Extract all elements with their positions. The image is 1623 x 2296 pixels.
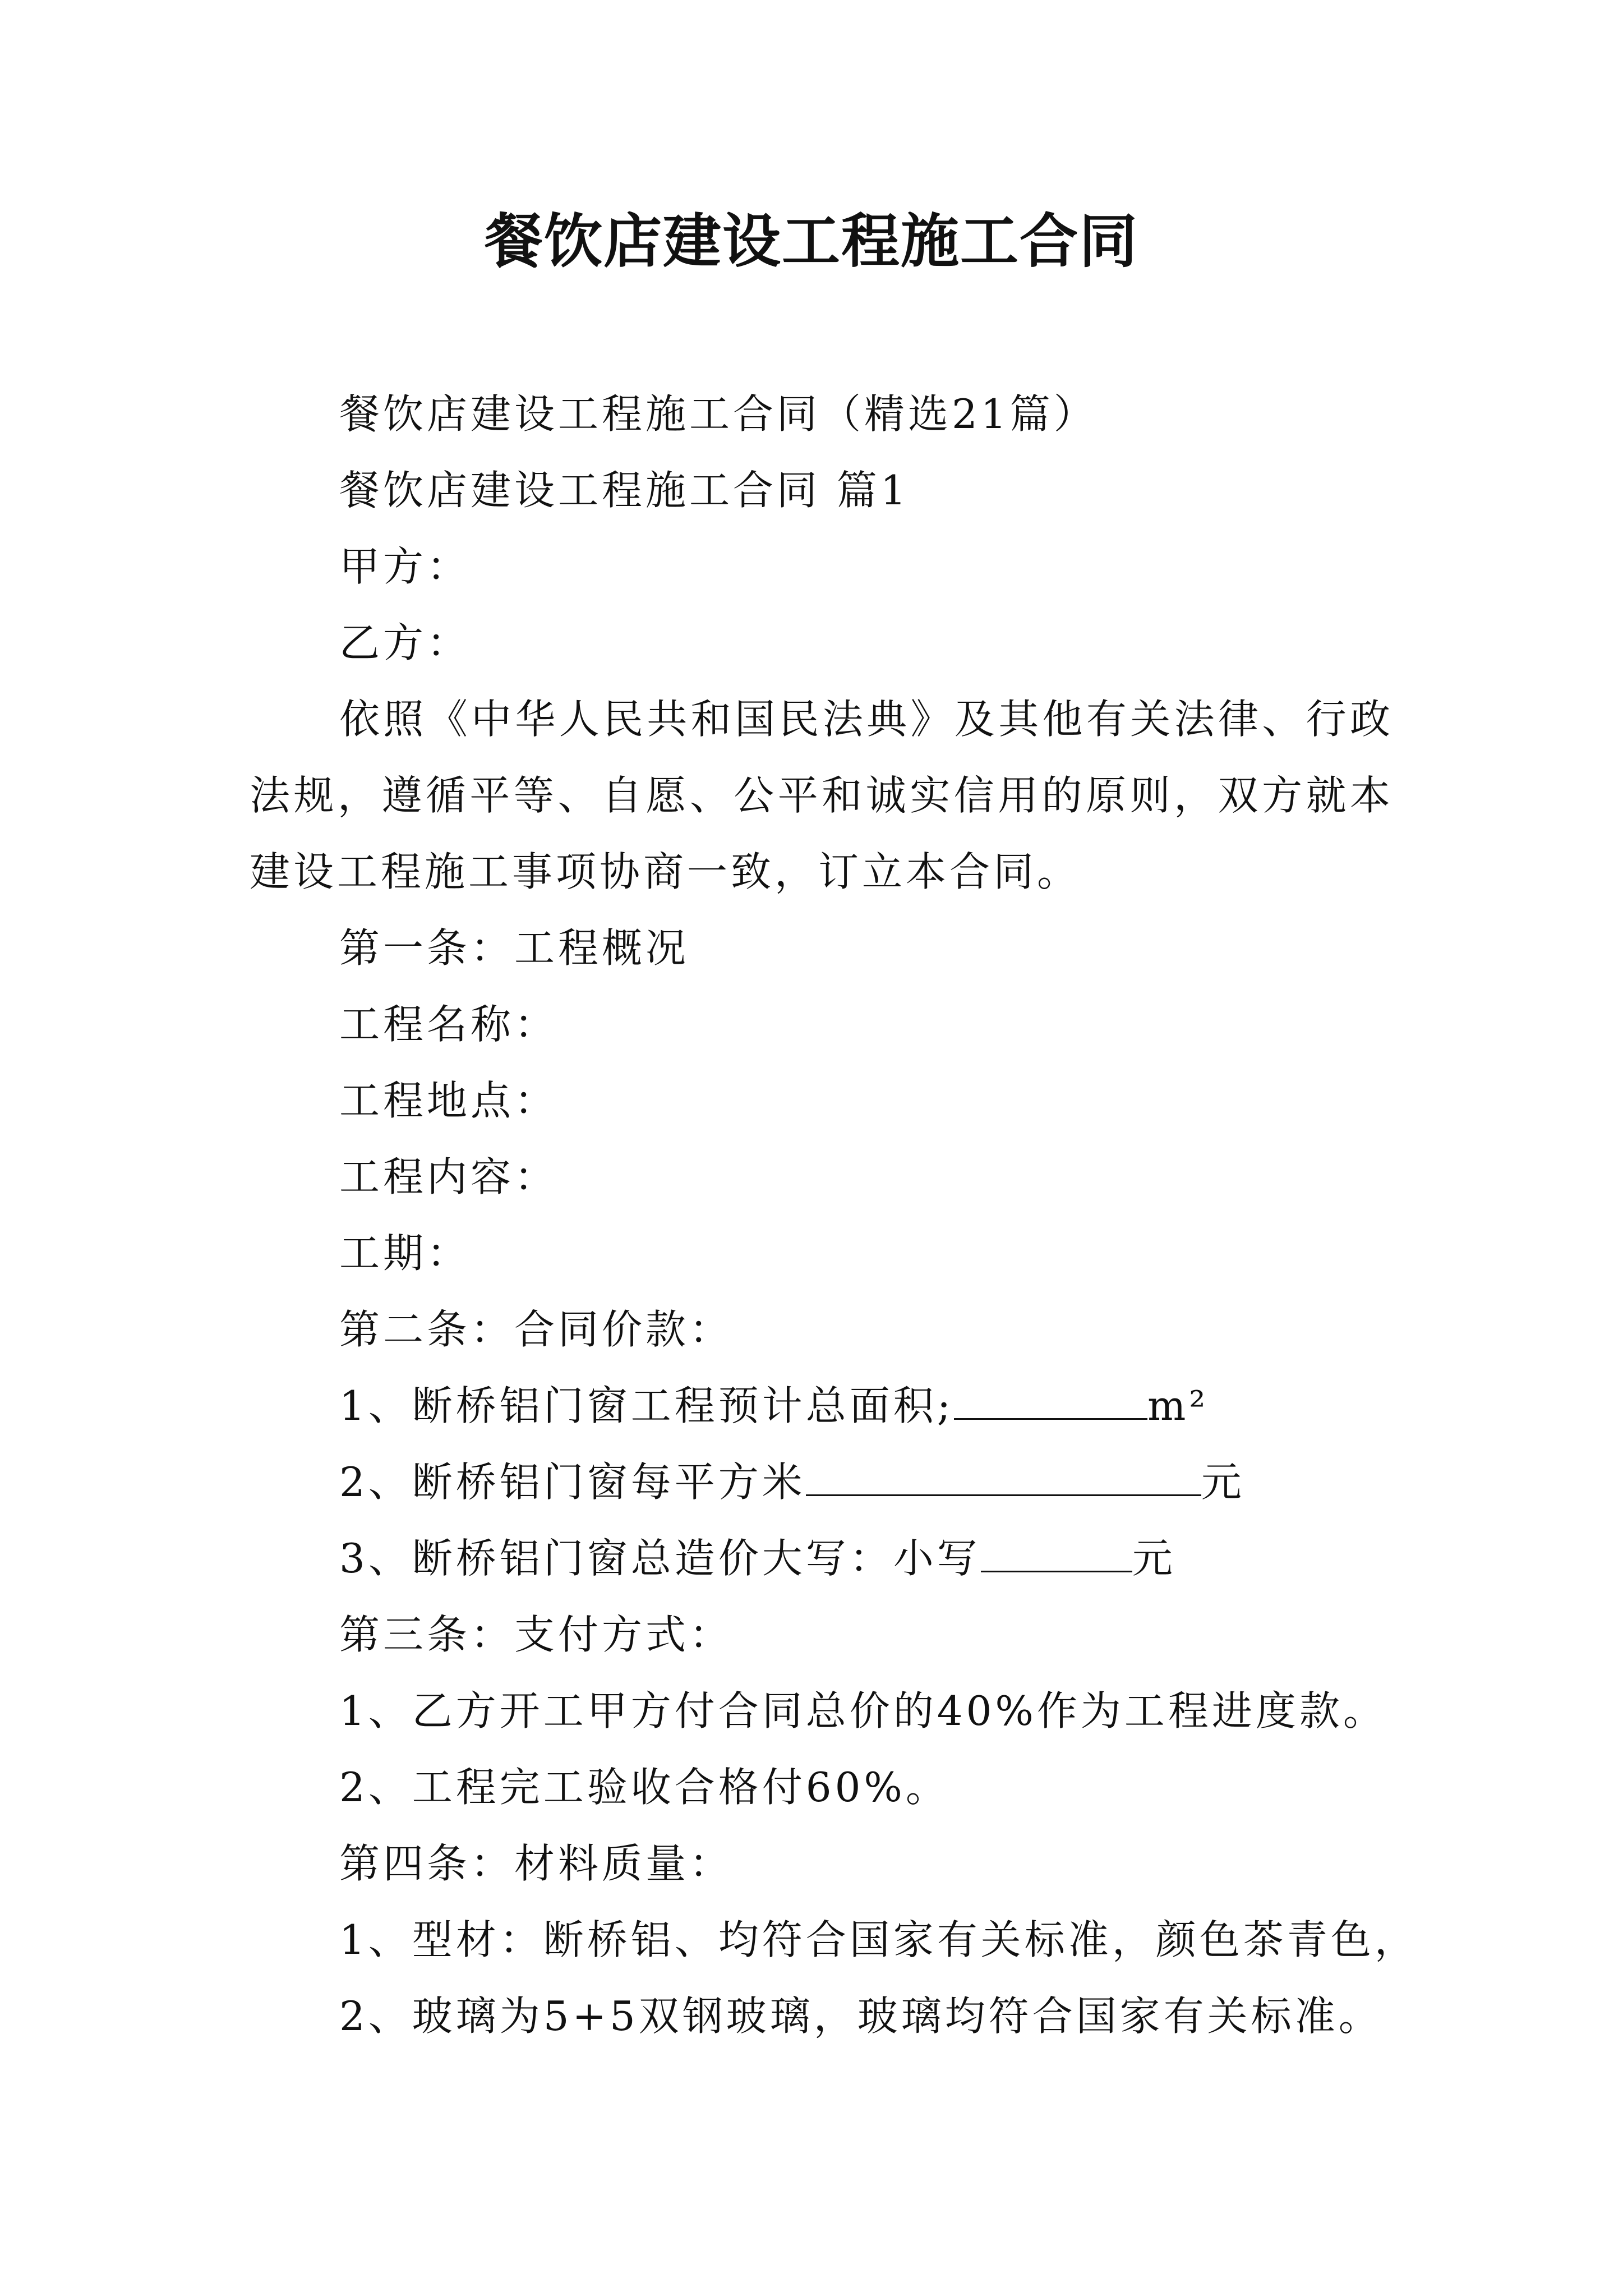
document-body xyxy=(250,376,1418,2054)
section-heading: 餐饮店建设工程施工合同 篇1 xyxy=(339,467,910,514)
document-title: 餐饮店建设工程施工合同 xyxy=(484,206,1138,275)
price-item-1-text: 1、断桥铝门窗工程预计总面积; xyxy=(339,1382,955,1429)
project-period-line: 工期： xyxy=(339,1230,471,1277)
price-item-3-unit: 元 xyxy=(1132,1535,1176,1582)
total-price-blank xyxy=(981,1537,1132,1572)
project-location-line: 工程地点： xyxy=(339,1077,559,1124)
article4-heading: 第四条：材料质量： xyxy=(339,1840,734,1887)
party-a-line: 甲方： xyxy=(339,543,471,590)
material-item-2: 2、玻璃为5+5双钢玻璃，玻璃均符合国家有关标准。 xyxy=(339,1993,1382,2040)
article3-heading: 第三条：支付方式： xyxy=(339,1611,734,1658)
material-item-1: 1、型材：断桥铝、均符合国家有关标准，颜色茶青色， xyxy=(339,1916,1418,1963)
price-item-1-unit: m² xyxy=(1147,1382,1209,1429)
project-name-line: 工程名称： xyxy=(339,1001,559,1048)
price-item-3-text: 3、断桥铝门窗总造价大写：小写 xyxy=(339,1535,981,1582)
preamble-paragraph: 依照《中华人民共和国民法典》及其他有关法律、行政法规，遵循平等、自愿、公平和诚实信用的原则，双方就本建设工程施工事项协商一致，订立本合同。 xyxy=(250,696,1394,895)
party-b-line: 乙方： xyxy=(339,619,471,666)
article2-heading: 第二条：合同价款： xyxy=(339,1306,734,1353)
price-item-1 xyxy=(250,1368,1394,1444)
price-item-3 xyxy=(250,1520,1394,1596)
area-blank xyxy=(954,1384,1147,1420)
payment-item-1: 1、乙方开工甲方付合同总价的40%作为工程进度款。 xyxy=(339,1687,1387,1734)
price-item-2 xyxy=(250,1444,1394,1520)
article1-heading: 第一条：工程概况 xyxy=(339,924,690,972)
payment-item-2: 2、工程完工验收合格付60%。 xyxy=(339,1764,949,1811)
price-item-2-unit: 元 xyxy=(1201,1458,1245,1506)
unit-price-blank xyxy=(806,1461,1201,1496)
document-subtitle: 餐饮店建设工程施工合同（精选21篇） xyxy=(339,390,1098,438)
project-content-line: 工程内容： xyxy=(339,1153,559,1200)
price-item-2-text: 2、断桥铝门窗每平方米 xyxy=(339,1458,806,1506)
